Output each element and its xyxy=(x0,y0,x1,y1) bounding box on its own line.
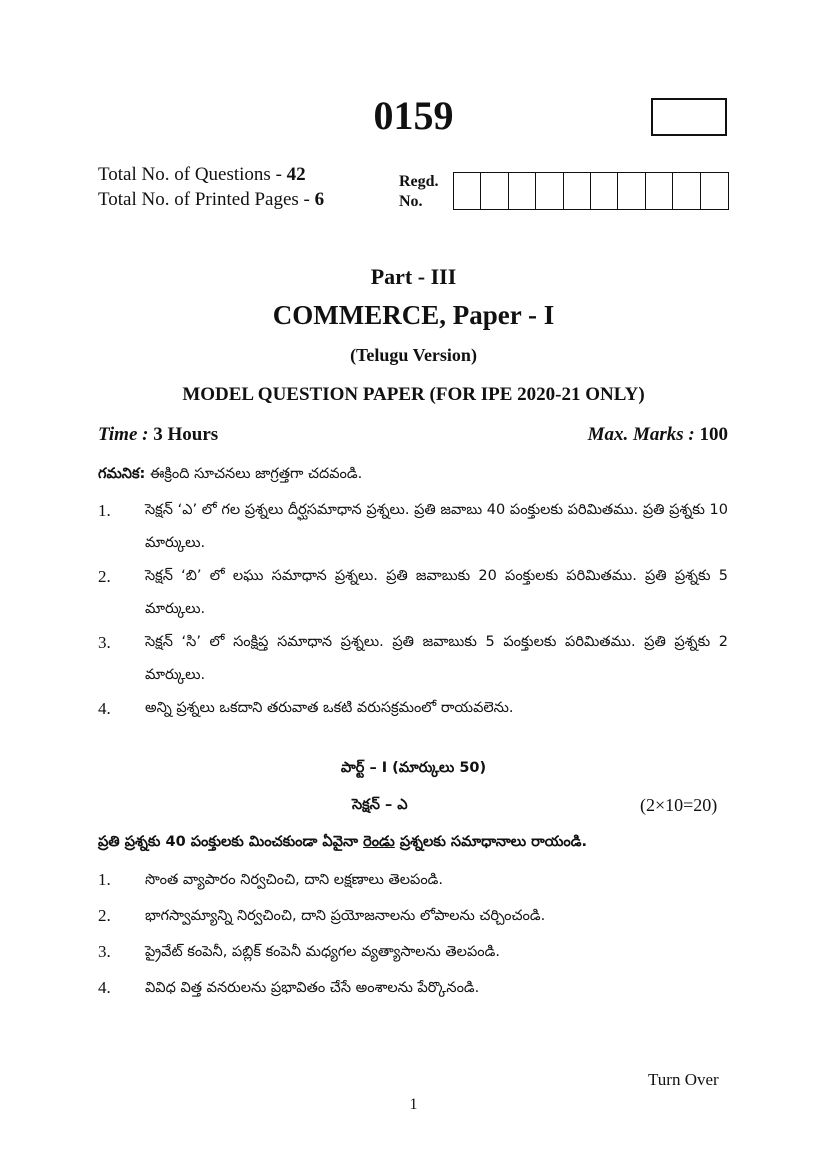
question-text: వివిధ విత్త వనరులను ప్రభావితం చేసే అంశాలను పేర్కొనండి. xyxy=(145,980,480,996)
regd-label-line2: No. xyxy=(399,193,423,210)
regd-number-boxes[interactable] xyxy=(453,172,729,210)
regd-box[interactable] xyxy=(564,173,591,209)
question-item xyxy=(98,976,728,1000)
regd-box[interactable] xyxy=(646,173,673,209)
instruction-text: సెక్షన్ ‘ఎ’ లో గల ప్రశ్నలు దీర్ఘసమాధాన ప్రశ్నలు. ప్రతి జవాబు 40 పంక్తులకు పరిమితము. ప్రతి ప్రశ్నకు 10 మార్కులు. xyxy=(145,502,728,551)
regd-box[interactable] xyxy=(536,173,563,209)
instruction-item xyxy=(98,626,728,692)
model-paper-title: MODEL QUESTION PAPER (FOR IPE 2020-21 ONLY) xyxy=(182,384,645,405)
total-questions xyxy=(98,164,306,186)
regd-label xyxy=(399,172,439,212)
turn-over-label: Turn Over xyxy=(648,1070,719,1089)
page-number: 1 xyxy=(409,1096,418,1113)
instruction-text: సెక్షన్ ‘బి’ లో లఘు సమాధాన ప్రశ్నలు. ప్రతి జవాబుకు 20 పంక్తులకు పరిమితము. ప్రతి ప్రశ్నకు 5 మార్కులు. xyxy=(145,568,728,617)
time-info xyxy=(98,424,218,446)
regd-box[interactable] xyxy=(481,173,508,209)
note-text: ఈక్రింది సూచనలు జాగ్రత్తగా చదవండి. xyxy=(145,466,363,482)
question-item xyxy=(98,940,728,964)
instruction-number: 1. xyxy=(98,501,111,520)
total-questions-value: 42 xyxy=(286,164,306,185)
question-item xyxy=(98,904,728,928)
subject-title: COMMERCE, Paper - I xyxy=(272,300,555,330)
marks-label: Max. Marks : xyxy=(587,424,695,445)
time-label: Time : xyxy=(98,424,149,445)
question-text: సొంత వ్యాపారం నిర్వచించి, దాని లక్షణాలు తెలపండి. xyxy=(145,872,444,888)
instruction-item xyxy=(98,692,728,725)
marks-info xyxy=(588,424,728,446)
regd-box[interactable] xyxy=(618,173,645,209)
code-box xyxy=(651,98,727,136)
part1-heading: పార్ట్ – I (మార్కులు 50) xyxy=(340,760,487,776)
instruction-number: 3. xyxy=(98,633,111,652)
note-line xyxy=(98,458,362,491)
instruction-number: 2. xyxy=(98,567,111,586)
question-text: ప్రైవేట్ కంపెనీ, పబ్లిక్ కంపెనీ మధ్యగల వ్యత్యాసాలను తెలపండి. xyxy=(145,944,500,960)
regd-box[interactable] xyxy=(701,173,728,209)
instruction-item xyxy=(98,494,728,560)
regd-box[interactable] xyxy=(673,173,700,209)
note-label: గమనిక: xyxy=(98,466,146,482)
instruction-after: ప్రశ్నలకు సమాధానాలు రాయండి. xyxy=(394,834,587,850)
section-a-label: సెక్షన్ – ఎ xyxy=(352,797,408,813)
question-number: 1. xyxy=(98,870,111,889)
question-number: 2. xyxy=(98,906,111,925)
exam-info-row xyxy=(98,424,728,446)
version-label: (Telugu Version) xyxy=(350,345,477,365)
section-a-instruction xyxy=(98,830,587,854)
paper-code: 0159 xyxy=(373,93,454,138)
regd-box[interactable] xyxy=(454,173,481,209)
question-item xyxy=(98,868,728,892)
instruction-number: 4. xyxy=(98,699,111,718)
instruction-before: ప్రతి ప్రశ్నకు 40 పంక్తులకు మించకుండా ఏవైనా xyxy=(98,834,364,850)
instruction-underlined: రెండు xyxy=(363,834,395,850)
question-number: 4. xyxy=(98,978,111,997)
instruction-text: సెక్షన్ ‘సి’ లో సంక్షిప్త సమాధాన ప్రశ్నలు. ప్రతి జవాబుకు 5 పంక్తులకు పరిమితము. ప్రతి ప్రశ్నకు 2 మార్కులు. xyxy=(145,634,728,683)
total-pages-label: Total No. of Printed Pages - xyxy=(98,189,315,210)
regd-box[interactable] xyxy=(509,173,536,209)
question-number: 3. xyxy=(98,942,111,961)
instruction-item xyxy=(98,560,728,626)
time-value: 3 Hours xyxy=(148,424,219,445)
section-a-marks: (2×10=20) xyxy=(640,795,718,815)
total-questions-label: Total No. of Questions - xyxy=(98,164,287,185)
part-title: Part - III xyxy=(370,264,457,289)
regd-label-line1: Regd. xyxy=(399,173,439,190)
question-text: భాగస్వామ్యాన్ని నిర్వచించి, దాని ప్రయోజనాలను లోపాలను చర్చించండి. xyxy=(145,908,546,924)
instruction-text: అన్ని ప్రశ్నలు ఒకదాని తరువాత ఒకటి వరుసక్రమంలో రాయవలెను. xyxy=(145,700,514,716)
regd-box[interactable] xyxy=(591,173,618,209)
marks-value: 100 xyxy=(694,424,728,445)
total-pages xyxy=(98,189,324,211)
total-pages-value: 6 xyxy=(314,189,325,210)
